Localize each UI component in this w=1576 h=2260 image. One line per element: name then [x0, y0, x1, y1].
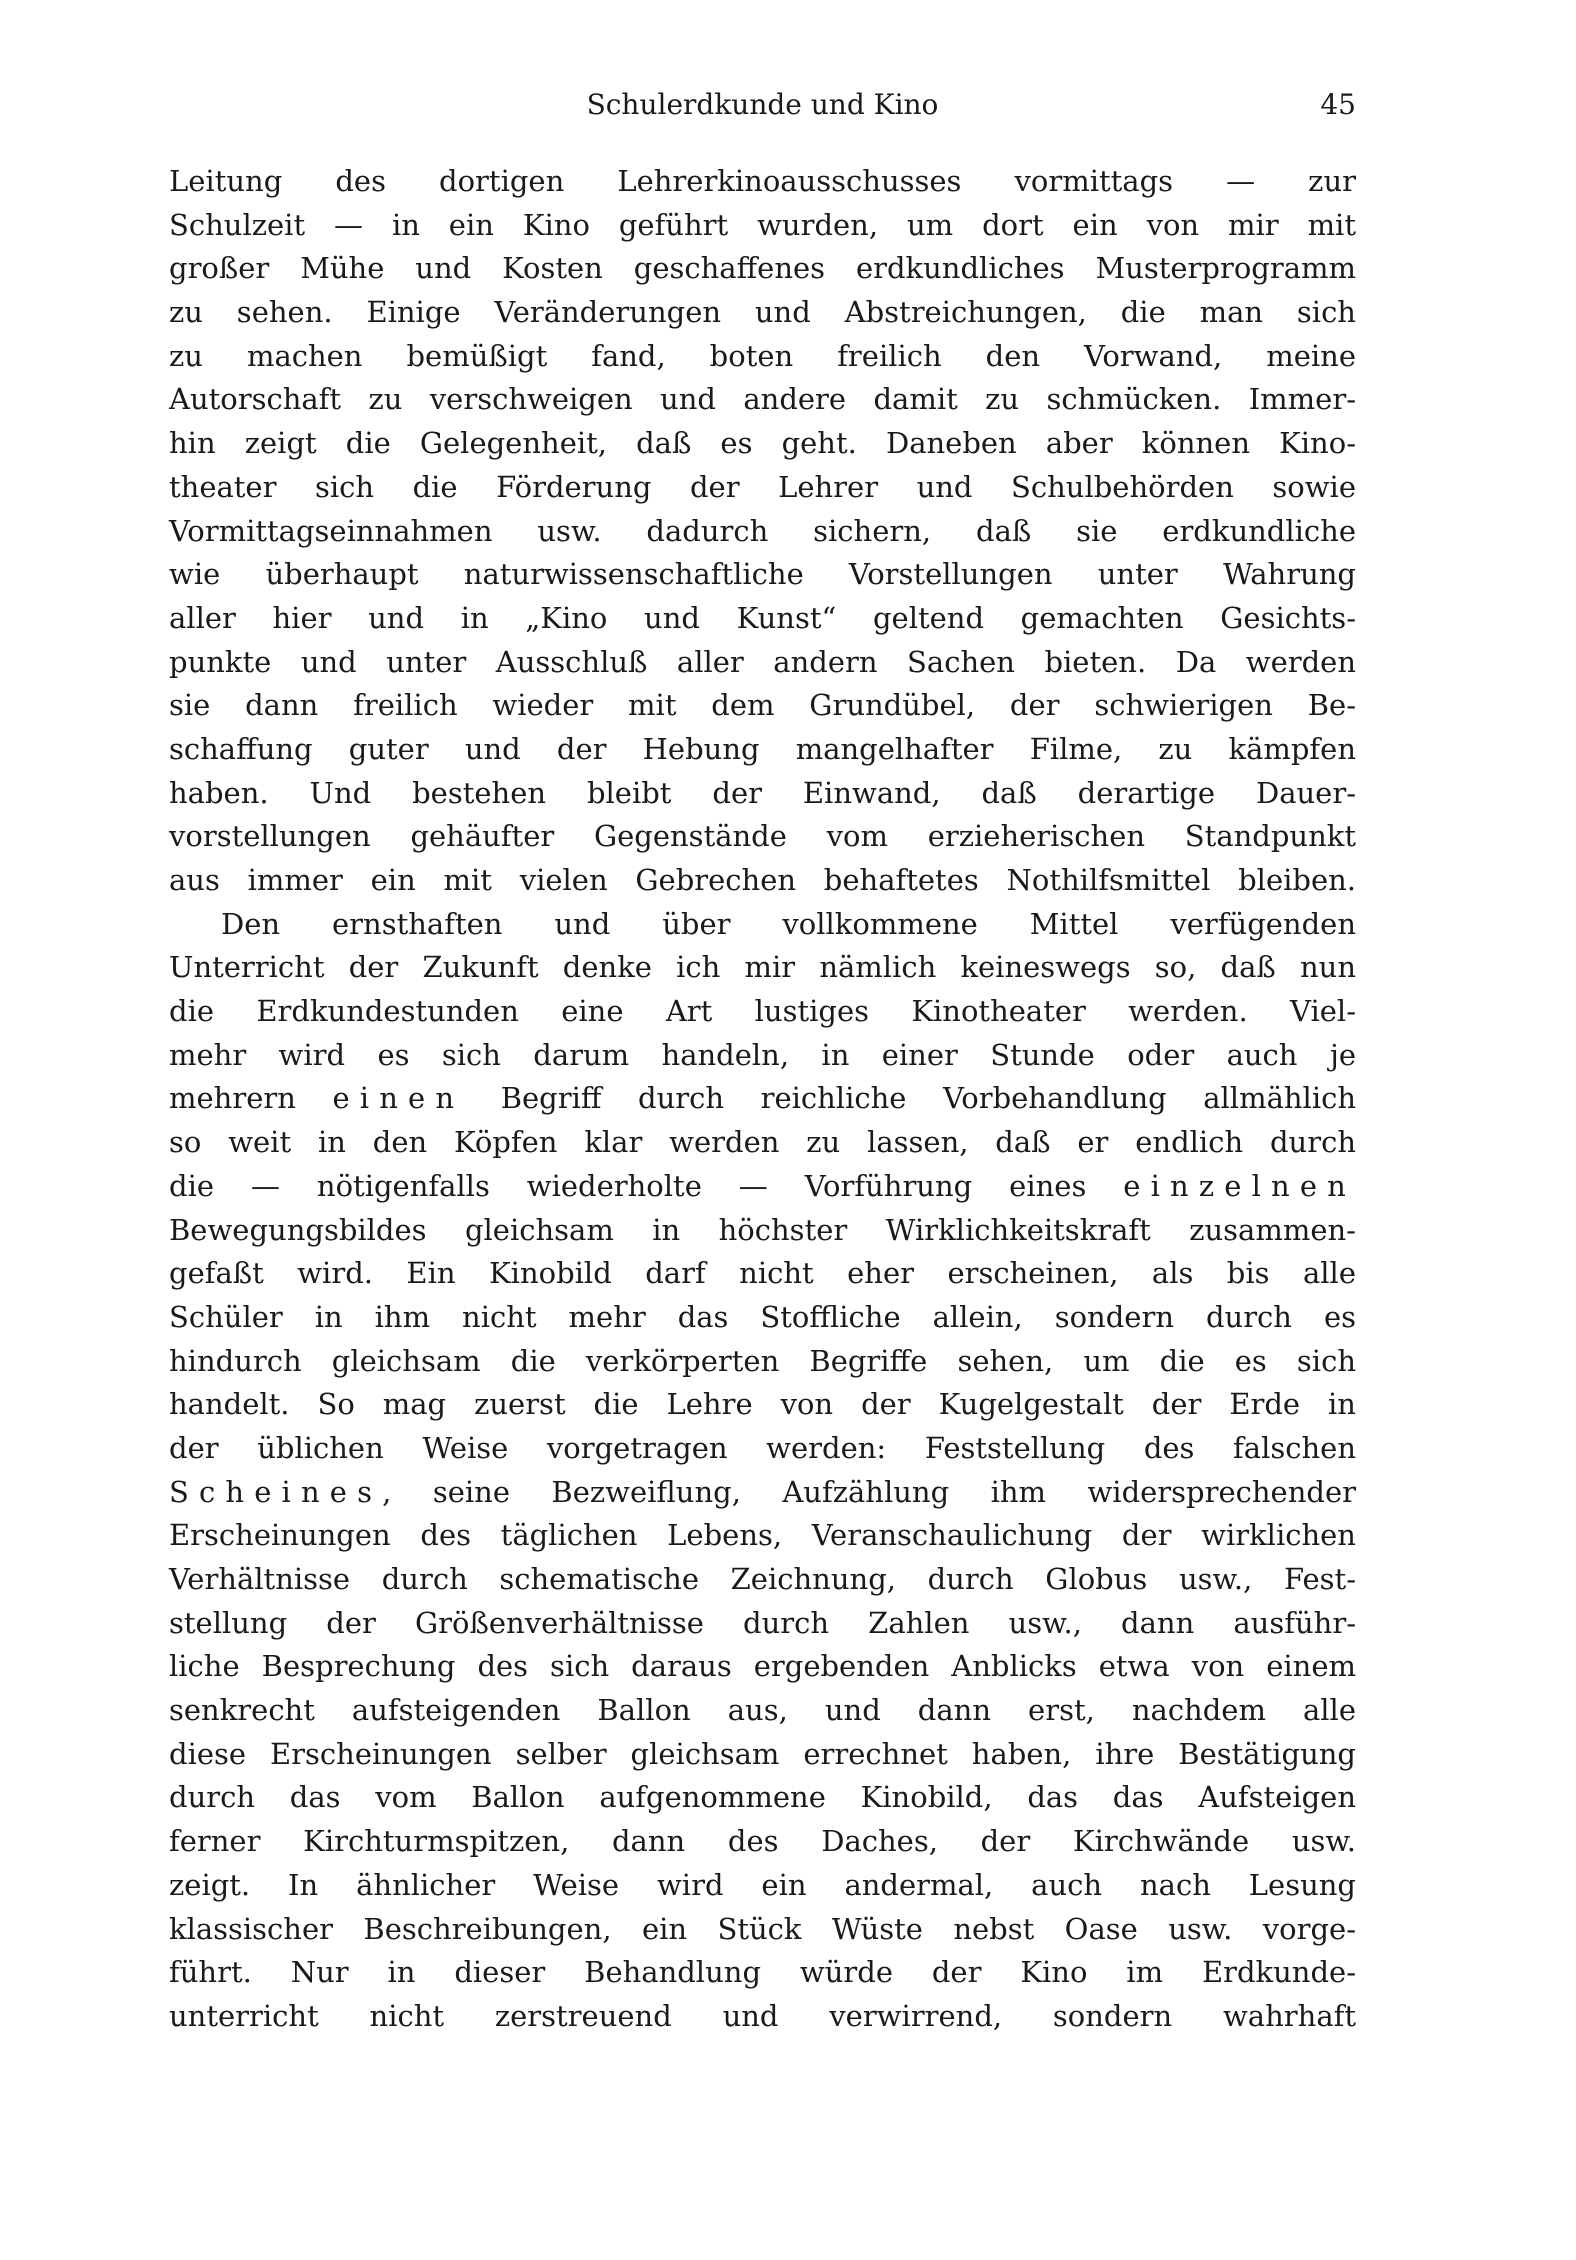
- spaced-emphasis: einzelnen: [1123, 1168, 1356, 1203]
- text-segment: aller hier und in „Kino und Kunst“ geltend gemachten Gesichts-: [169, 600, 1356, 635]
- text-line: [169, 1733, 1356, 1777]
- text-segment: durch das vom Ballon aufgenommene Kinobild, das das Aufsteigen: [169, 1780, 1356, 1815]
- text-segment: theater sich die Förderung der Lehrer und Schulbehörden sowie: [169, 469, 1356, 504]
- text-line: [169, 422, 1356, 466]
- text-segment: die — nötigenfalls wiederholte — Vorführung eines: [169, 1168, 1124, 1203]
- text-segment: senkrecht aufsteigenden Ballon aus, und dann erst, nachdem alle: [169, 1693, 1356, 1728]
- text-line: [169, 466, 1356, 510]
- text-line: [169, 641, 1356, 685]
- text-segment: wie überhaupt naturwissenschaftliche Vorstellungen unter Wahrung: [169, 557, 1356, 592]
- text-segment: Begriff durch reichliche Vorbehandlung allmählich: [464, 1081, 1357, 1116]
- text-segment: diese Erscheinungen selber gleichsam errechnet haben, ihre Bestätigung: [169, 1736, 1356, 1771]
- text-segment: haben. Und bestehen bleibt der Einwand, daß derartige Dauer-: [169, 775, 1356, 810]
- text-line: [169, 1121, 1356, 1165]
- text-segment: Unterricht der Zukunft denke ich mir nämlich keineswegs so, daß nun: [169, 950, 1356, 985]
- text-line: [169, 335, 1356, 379]
- text-line: [169, 859, 1356, 903]
- text-line: [169, 378, 1356, 422]
- text-line: [169, 1514, 1356, 1558]
- text-line: [169, 684, 1356, 728]
- text-segment: liche Besprechung des sich daraus ergebenden Anblicks etwa von einem: [169, 1649, 1356, 1684]
- text-segment: großer Mühe und Kosten geschaffenes erdkundliches Musterprogramm: [169, 251, 1356, 286]
- text-line: [169, 728, 1356, 772]
- text-line: [169, 1077, 1356, 1121]
- text-segment: vorstellungen gehäufter Gegenstände vom erzieherischen Standpunkt: [169, 819, 1356, 854]
- running-title: Schulerdkunde und Kino: [586, 88, 939, 121]
- text-line: [169, 903, 1356, 947]
- text-segment: Schüler in ihm nicht mehr das Stoffliche allein, sondern durch es: [169, 1299, 1356, 1334]
- text-line: [169, 247, 1356, 291]
- text-segment: ferner Kirchturmspitzen, dann des Daches, der Kirchwände usw.: [169, 1824, 1356, 1859]
- text-segment: zu machen bemüßigt fand, boten freilich den Vorwand, meine: [169, 338, 1356, 373]
- text-segment: Vormittagseinnahmen usw. dadurch sichern, daß sie erdkundliche: [169, 513, 1356, 548]
- text-line: [169, 1209, 1356, 1253]
- text-line: [169, 815, 1356, 859]
- text-segment: Den ernsthaften und über vollkommene Mittel verfügenden: [221, 906, 1356, 941]
- text-line: [169, 597, 1356, 641]
- text-segment: Autorschaft zu verschweigen und andere damit zu schmücken. Immer-: [169, 382, 1356, 417]
- text-line: [169, 1427, 1356, 1471]
- text-line: [169, 510, 1356, 554]
- text-line: [169, 1252, 1356, 1296]
- text-line: [169, 1383, 1356, 1427]
- page-header: [169, 88, 1356, 128]
- text-line: [169, 1296, 1356, 1340]
- text-line: [169, 1689, 1356, 1733]
- text-segment: klassischer Beschreibungen, ein Stück Wüste nebst Oase usw. vorge-: [169, 1911, 1356, 1946]
- text-line: [169, 1034, 1356, 1078]
- text-segment: Schulzeit — in ein Kino geführt wurden, um dort ein von mir mit: [169, 207, 1356, 242]
- text-line: [169, 1165, 1356, 1209]
- text-segment: Bewegungsbildes gleichsam in höchster Wirklichkeitskraft zusammen-: [169, 1212, 1356, 1247]
- text-segment: der üblichen Weise vorgetragen werden: Feststellung des falschen: [169, 1430, 1356, 1465]
- text-segment: Erscheinungen des täglichen Lebens, Veranschaulichung der wirklichen: [169, 1518, 1356, 1553]
- spaced-emphasis: Scheines: [169, 1474, 383, 1509]
- spaced-emphasis: einen: [332, 1081, 465, 1116]
- text-segment: führt. Nur in dieser Behandlung würde der Kino im Erdkunde-: [169, 1955, 1356, 1990]
- text-segment: mehr wird es sich darum handeln, in einer Stunde oder auch je: [169, 1037, 1356, 1072]
- text-line: [169, 1340, 1356, 1384]
- text-line: [169, 1864, 1356, 1908]
- text-line: [169, 1995, 1356, 2039]
- text-line: [169, 946, 1356, 990]
- text-line: [169, 160, 1356, 204]
- text-line: [169, 772, 1356, 816]
- text-line: [169, 1820, 1356, 1864]
- text-line: [169, 990, 1356, 1034]
- text-segment: sie dann freilich wieder mit dem Grundübel, der schwierigen Be-: [169, 688, 1356, 723]
- text-segment: gefaßt wird. Ein Kinobild darf nicht eher erscheinen, als bis alle: [169, 1256, 1356, 1291]
- text-line: [169, 1602, 1356, 1646]
- text-segment: hin zeigt die Gelegenheit, daß es geht. Daneben aber können Kino-: [169, 426, 1356, 461]
- text-segment: stellung der Größenverhältnisse durch Zahlen usw., dann ausführ-: [169, 1605, 1356, 1640]
- text-line: [169, 553, 1356, 597]
- text-line: [169, 1471, 1356, 1515]
- text-segment: handelt. So mag zuerst die Lehre von der Kugelgestalt der Erde in: [169, 1387, 1356, 1422]
- text-line: [169, 1951, 1356, 1995]
- text-line: [169, 1645, 1356, 1689]
- text-segment: zeigt. In ähnlicher Weise wird ein andermal, auch nach Lesung: [169, 1867, 1356, 1902]
- text-line: [169, 1776, 1356, 1820]
- text-line: [169, 1908, 1356, 1952]
- text-segment: , seine Bezweiflung, Aufzählung ihm widersprechender: [382, 1474, 1356, 1509]
- text-segment: Leitung des dortigen Lehrerkinoausschusses vormittags — zur: [169, 164, 1356, 198]
- text-segment: punkte und unter Ausschluß aller andern Sachen bieten. Da werden: [169, 644, 1356, 679]
- text-segment: unterricht nicht zerstreuend und verwirrend, sondern wahrhaft: [169, 1998, 1356, 2033]
- text-segment: so weit in den Köpfen klar werden zu lassen, daß er endlich durch: [169, 1125, 1356, 1160]
- page-number: 45: [1320, 88, 1356, 121]
- text-segment: hindurch gleichsam die verkörperten Begriffe sehen, um die es sich: [169, 1343, 1356, 1378]
- body-text: [169, 160, 1356, 2039]
- text-segment: schaffung guter und der Hebung mangelhafter Filme, zu kämpfen: [169, 731, 1356, 766]
- text-line: [169, 291, 1356, 335]
- text-segment: Verhältnisse durch schematische Zeichnung, durch Globus usw., Fest-: [169, 1562, 1356, 1596]
- text-segment: zu sehen. Einige Veränderungen und Abstreichungen, die man sich: [169, 295, 1356, 330]
- text-line: [169, 204, 1356, 248]
- text-segment: mehrern: [169, 1081, 333, 1116]
- text-segment: aus immer ein mit vielen Gebrechen behaftetes Nothilfsmittel bleiben.: [169, 863, 1356, 897]
- text-line: [169, 1558, 1356, 1602]
- text-segment: die Erdkundestunden eine Art lustiges Kinotheater werden. Viel-: [169, 994, 1356, 1029]
